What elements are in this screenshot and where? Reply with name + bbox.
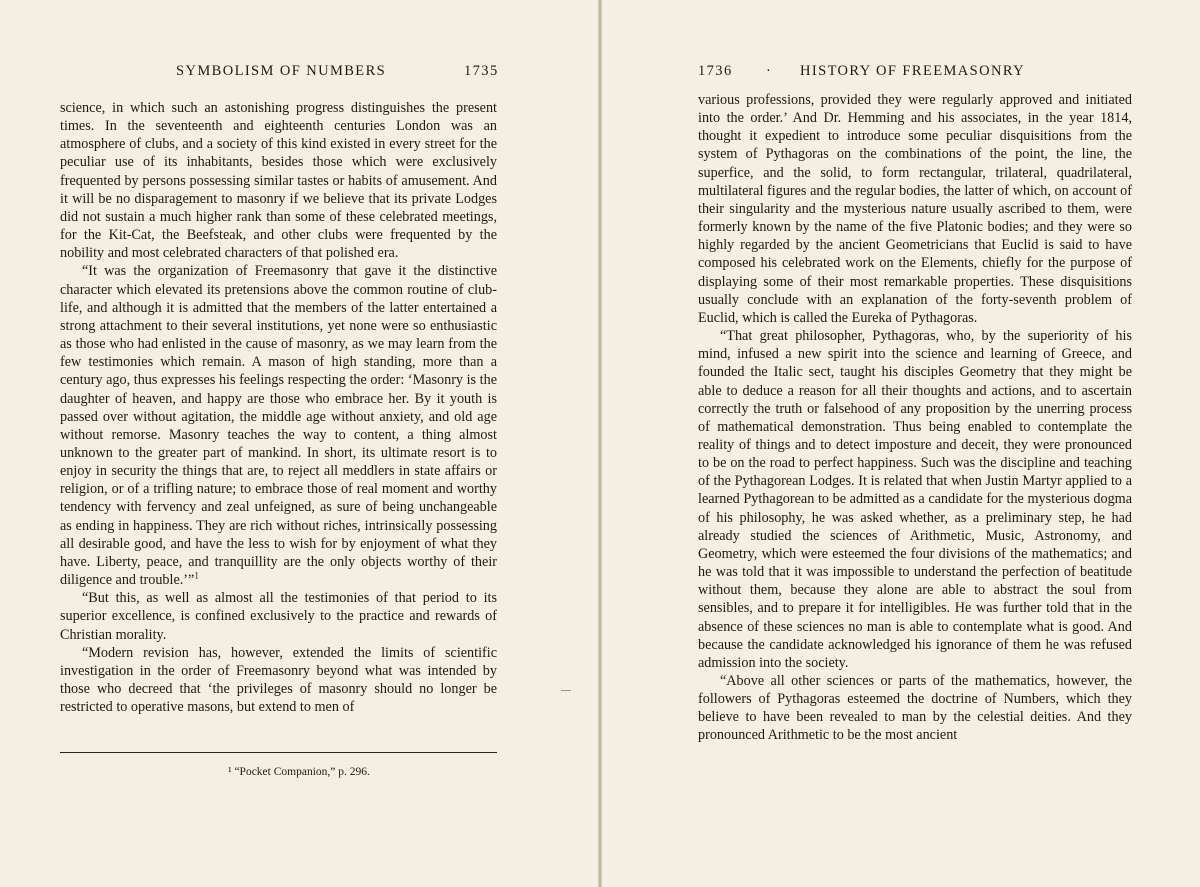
left-body-text xyxy=(60,99,497,716)
right-body-text xyxy=(698,91,1132,745)
right-paragraph-3: “Above all other sciences or parts of the mathematics, however, the followers of Pythagoras esteemed the doctrine of Numbers, which they believe to have been revealed to man by the celestial deities. And they pronounced Arithmetic to be the most ancient xyxy=(698,673,1132,744)
left-running-title: SYMBOLISM OF NUMBERS xyxy=(176,63,387,79)
left-paragraph-2 xyxy=(60,262,497,589)
right-paragraph-1: various professions, provided they were regularly approved and initiated into the order.’ And Dr. Hemming and his associates, in the year 1814, thought it expedient to introduce some peculiar disquisitions from the system of Pythagoras on the combinations of the point, the line, the superfice, and the solid, to form rectangular, trilateral, quadrilateral, multilateral figures and the regular bodies, the latter of which, on account of their singularity and the mysterious nature usually ascribed to them, were formerly known by the name of the five Platonic bodies; and they were so highly regarded by the ancient Geometricians that Euclid is said to have composed his celebrated work on the Elements, chiefly for the purpose of displaying some of their most remarkable properties. These disquisitions usually conclude with an explanation of the forty-seventh problem of Euclid, which is called the Eureka of Pythagoras. xyxy=(698,92,1132,326)
left-paragraph-3: “But this, as well as almost all the testimonies of that period to its superior excellence, is confined exclusively to the practice and rewards of Christian morality. xyxy=(60,590,497,643)
right-paragraph-2: “That great philosopher, Pythagoras, who, by the superiority of his mind, infused a new spirit into the science and learning of Greece, and founded the Italic sect, taught his disciples Geometry that they might be able to deduce a reason for all their thoughts and actions, and to ascertain correctly the truth or falsehood of any proposition by the unerring process of mathematical demonstration. Thus being enabled to contemplate the reality of things and to detect imposture and deceit, they were pronounced to be on the road to perfect happiness. Such was the discipline and teaching of the Pythagorean Lodges. It is related that when Justin Martyr applied to a learned Pythagorean to be admitted as a candidate for the mysterious dogma of his philosophy, he was asked whether, as a preliminary step, he had already studied the sciences of Arithmetic, Music, Astronomy, and Geometry, which were esteemed the four divisions of the mathematics; and he was told that it was impossible to understand the perfection of beatitude without them, because they alone are able to abstract the soul from sensibles, and to prepare it for intelligibles. He was further told that in the absence of these sciences no man is able to contemplate what is good. And because the candidate acknowledged his ignorance of them he was refused admission into the society. xyxy=(698,328,1132,671)
footnote-rule xyxy=(60,752,497,753)
footnote-reference: 1 xyxy=(194,570,199,581)
right-page xyxy=(602,0,1200,887)
left-page-number: 1735 xyxy=(464,63,499,79)
left-paragraph-4: “Modern revision has, however, extended the limits of scientific investigation in the order of Freemasonry beyond what was intended by those who decreed that ‘the privileges of masonry should no longer be restricted to operative masons, but extend to men of xyxy=(60,644,497,716)
left-paragraph-1: science, in which such an astonishing progress distinguishes the present times. In the seventeenth and eighteenth centuries London was an atmosphere of clubs, and a society of this kind existed in every street for the peculiar use of its inhabitants, besides those which were exclusively frequented by persons possessing similar tastes or habits of amusement. And it will be no disparagement to masonry if we believe that its private Lodges did not sustain a much higher rank than some of these celebrated meetings, for the Kit-Cat, the Beefsteak, and other clubs were frequented by the nobility and most celebrated characters of that polished era. xyxy=(60,100,497,262)
right-running-title: HISTORY OF FREEMASONRY xyxy=(800,63,1025,79)
right-head-separator: · xyxy=(766,63,773,79)
left-page xyxy=(0,0,598,887)
right-page-number: 1736 xyxy=(698,63,733,79)
footnote: ¹ “Pocket Companion,” p. 296. xyxy=(228,766,370,778)
margin-mark xyxy=(561,690,571,691)
left-paragraph-2-text: “It was the organization of Freemasonry that gave it the distinctive character which elevated its pretensions above the common routine of club-life, and although it is admitted that the members of the latter entertained a strong attachment to their several institutions, yet none were so enthusiastic as those who had enlisted in the cause of masonry, as we may learn from the few testimonies which remain. A mason of high standing, more than a century ago, thus expresses his feelings respecting the order: ‘Masonry is the daughter of heaven, and happy are those who embrace her. By it youth is passed over without agitation, the middle age without anxiety, and old age without remorse. Masonry teaches the way to content, a thing almost unknown to the greater part of mankind. In short, its ultimate resort is to enjoy in security the things that are, to reject all meddlers in state affairs or religion, or of a trifling nature; to embrace those of real moment and worthy tendency with fervency and zeal unfeigned, as sure of being unchangeable as ending in happiness. They are rich without riches, intrinsically possessing all desirable good, and have the less to wish for by enjoyment of what they have. Liberty, peace, and tranquillity are the only objects worthy of their diligence and trouble.’” xyxy=(60,263,497,589)
